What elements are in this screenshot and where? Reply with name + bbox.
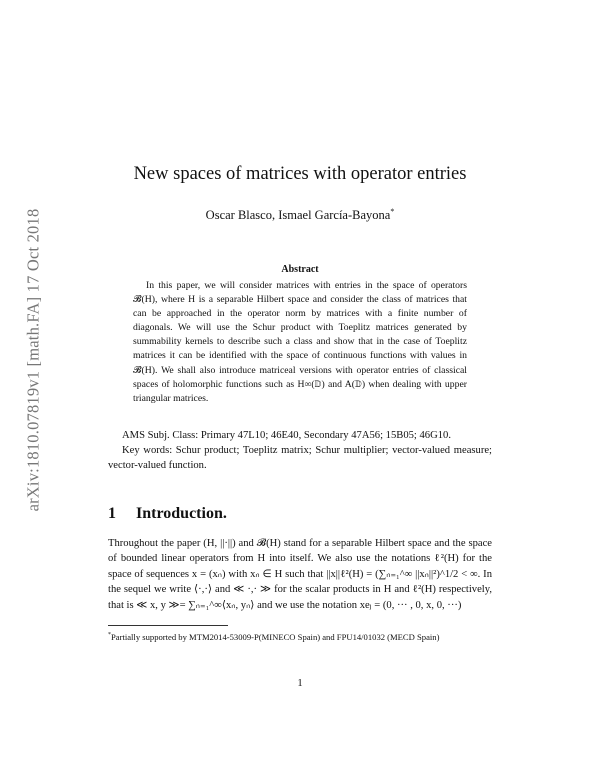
author-footnote-mark: * <box>390 207 395 216</box>
section-number: 1 <box>108 505 116 522</box>
author-names: Oscar Blasco, Ismael García-Bayona <box>205 208 391 223</box>
abstract-text: In this paper, we will consider matrices with entries in the space of operators 𝓑(H), where H is a separable Hilbert space and consider the class of matrices that can be approached in the operator norm by matrices with a finite number of diagonals. We will use the Schur product with Toeplitz matrices generated by summability kernels to describe such a class and show that in the case of Toeplitz matrices it can be identified with the space of continuous functions with values in 𝓑(H). We shall also introduce matriceal versions with operator entries of classical spaces of holomorphic functions such as H∞(𝔻) and A(𝔻) when dealing with upper triangular matrices. <box>133 280 467 404</box>
section-title: Introduction. <box>136 505 227 522</box>
footnote-text: Partially supported by MTM2014-53009-P(MINECO Spain) and FPU14/01032 (MECD Spain) <box>111 631 440 642</box>
author-line <box>108 207 492 223</box>
arxiv-identifier: arXiv:1810.07819v1 [math.FA] 17 Oct 2018 <box>23 208 43 512</box>
introduction-paragraph: Throughout the paper (H, ||·||) and 𝓑(H) stand for a separable Hilbert space and the space of bounded linear operators from H into itself. We also use the notations ℓ²(H) for the space of sequences x = (xₙ) with xₙ ∈ H such that ||x||ℓ²(H) = (∑ₙ₌₁^∞ ||xₙ||²)^1/2 < ∞. In the sequel we write ⟨·,·⟩ and ≪ ·,· ≫ for the scalar products in H and ℓ²(H) respectively, that is ≪ x, y ≫= ∑ₙ₌₁^∞⟨xₙ, yₙ⟩ and we use the notation xeⱼ = (0, ··· , 0, x, 0, ···) <box>108 538 492 611</box>
metadata-block <box>108 428 492 474</box>
footnote <box>108 629 492 643</box>
arxiv-side-stamp <box>16 170 50 550</box>
page-number: 1 <box>297 678 303 689</box>
keywords: Key words: Schur product; Toeplitz matrix; Schur multiplier; vector-valued measure; vector-valued function. <box>108 445 492 472</box>
section-heading <box>108 505 227 523</box>
footnote-mark: * <box>108 632 111 638</box>
ams-classification: AMS Subj. Class: Primary 47L10; 46E40, Secondary 47A56; 15B05; 46G10. <box>122 430 451 441</box>
paper-title: New spaces of matrices with operator entries <box>133 164 467 184</box>
abstract-heading: Abstract <box>281 264 319 275</box>
footnote-rule <box>108 625 228 626</box>
